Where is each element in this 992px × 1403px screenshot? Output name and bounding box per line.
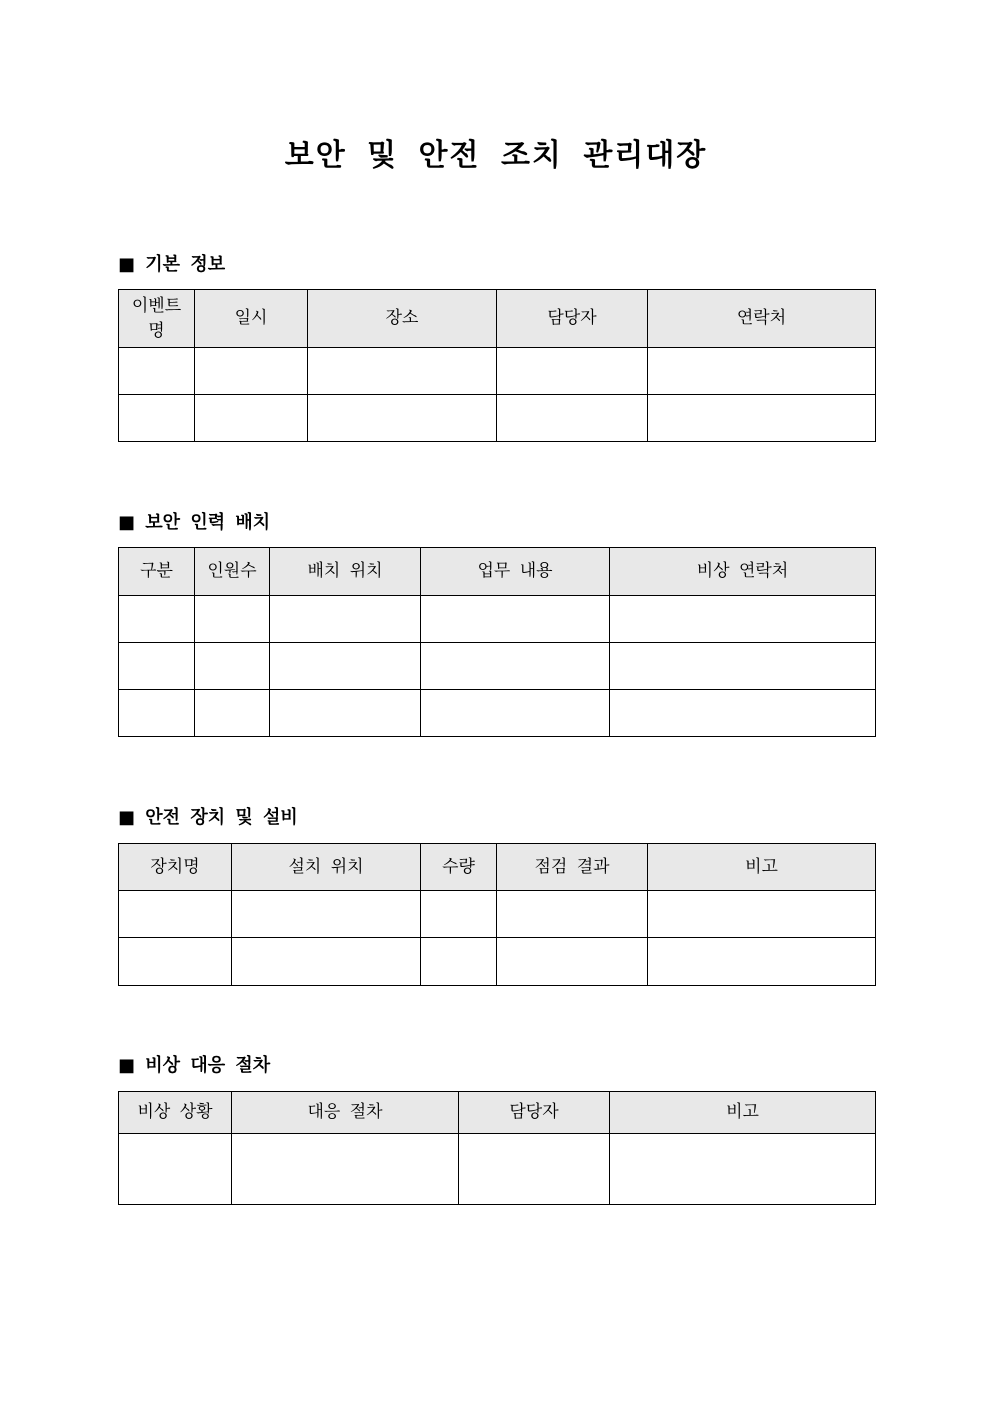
table-cell[interactable] bbox=[270, 643, 421, 690]
table-cell[interactable] bbox=[610, 1134, 876, 1205]
table-cell[interactable] bbox=[119, 891, 232, 938]
header-duties: 업무 내용 bbox=[421, 548, 610, 596]
table-row bbox=[119, 596, 876, 643]
table-cell[interactable] bbox=[648, 395, 876, 442]
table-cell[interactable] bbox=[421, 891, 497, 938]
table-row bbox=[119, 643, 876, 690]
table-cell[interactable] bbox=[195, 395, 308, 442]
table-cell[interactable] bbox=[195, 690, 270, 737]
header-emergency-contact: 비상 연락처 bbox=[610, 548, 876, 596]
table-cell[interactable] bbox=[119, 348, 195, 395]
section-heading-safety-equipment: ■ 안전 장치 및 설비 bbox=[118, 807, 298, 828]
section-heading-basic-info: ■ 기본 정보 bbox=[118, 254, 226, 275]
table-cell[interactable] bbox=[497, 348, 648, 395]
header-event-name bbox=[119, 290, 195, 348]
header-location: 장소 bbox=[308, 290, 497, 348]
table-header-row bbox=[119, 290, 876, 348]
table-cell[interactable] bbox=[421, 938, 497, 986]
header-remarks: 비고 bbox=[648, 844, 876, 891]
table-cell[interactable] bbox=[119, 690, 195, 737]
table-row bbox=[119, 348, 876, 395]
security-staff-table bbox=[118, 547, 876, 737]
header-emergency-situation: 비상 상황 bbox=[119, 1092, 232, 1134]
table-row bbox=[119, 1134, 876, 1205]
header-event-name-line2: 명 bbox=[148, 320, 165, 341]
table-header-row bbox=[119, 1092, 876, 1134]
table-cell[interactable] bbox=[497, 891, 648, 938]
header-inspection-result: 점검 결과 bbox=[497, 844, 648, 891]
table-row bbox=[119, 395, 876, 442]
header-contact: 연락처 bbox=[648, 290, 876, 348]
table-cell[interactable] bbox=[308, 395, 497, 442]
table-cell[interactable] bbox=[270, 596, 421, 643]
header-category: 구분 bbox=[119, 548, 195, 596]
table-row bbox=[119, 891, 876, 938]
basic-info-table bbox=[118, 289, 876, 442]
header-event-name-line1: 이벤트 bbox=[131, 295, 182, 316]
table-cell[interactable] bbox=[497, 938, 648, 986]
table-cell[interactable] bbox=[610, 596, 876, 643]
table-row bbox=[119, 690, 876, 737]
section-heading-emergency-procedure: ■ 비상 대응 절차 bbox=[118, 1055, 271, 1076]
table-cell[interactable] bbox=[610, 690, 876, 737]
table-cell[interactable] bbox=[648, 938, 876, 986]
table-cell[interactable] bbox=[119, 643, 195, 690]
table-cell[interactable] bbox=[119, 938, 232, 986]
header-headcount: 인원수 bbox=[195, 548, 270, 596]
table-cell[interactable] bbox=[610, 643, 876, 690]
table-cell[interactable] bbox=[648, 348, 876, 395]
table-cell[interactable] bbox=[648, 891, 876, 938]
emergency-procedure-table bbox=[118, 1091, 876, 1205]
header-install-location: 설치 위치 bbox=[232, 844, 421, 891]
safety-equipment-table bbox=[118, 843, 876, 986]
table-cell[interactable] bbox=[232, 891, 421, 938]
table-cell[interactable] bbox=[195, 643, 270, 690]
header-manager: 담당자 bbox=[497, 290, 648, 348]
table-cell[interactable] bbox=[497, 395, 648, 442]
table-cell[interactable] bbox=[232, 1134, 459, 1205]
section-heading-security-staff: ■ 보안 인력 배치 bbox=[118, 512, 271, 533]
table-row bbox=[119, 938, 876, 986]
table-cell[interactable] bbox=[195, 596, 270, 643]
document-title: 보안 및 안전 조치 관리대장 bbox=[284, 138, 708, 173]
table-cell[interactable] bbox=[421, 643, 610, 690]
header-response-procedure: 대응 절차 bbox=[232, 1092, 459, 1134]
table-cell[interactable] bbox=[421, 690, 610, 737]
table-header-row bbox=[119, 844, 876, 891]
table-cell[interactable] bbox=[119, 395, 195, 442]
table-cell[interactable] bbox=[308, 348, 497, 395]
table-cell[interactable] bbox=[195, 348, 308, 395]
header-post-location: 배치 위치 bbox=[270, 548, 421, 596]
table-cell[interactable] bbox=[270, 690, 421, 737]
header-datetime: 일시 bbox=[195, 290, 308, 348]
table-cell[interactable] bbox=[119, 1134, 232, 1205]
table-cell[interactable] bbox=[232, 938, 421, 986]
table-cell[interactable] bbox=[459, 1134, 610, 1205]
header-device-name: 장치명 bbox=[119, 844, 232, 891]
header-remarks: 비고 bbox=[610, 1092, 876, 1134]
header-manager: 담당자 bbox=[459, 1092, 610, 1134]
header-quantity: 수량 bbox=[421, 844, 497, 891]
table-header-row bbox=[119, 548, 876, 596]
table-cell[interactable] bbox=[119, 596, 195, 643]
table-cell[interactable] bbox=[421, 596, 610, 643]
